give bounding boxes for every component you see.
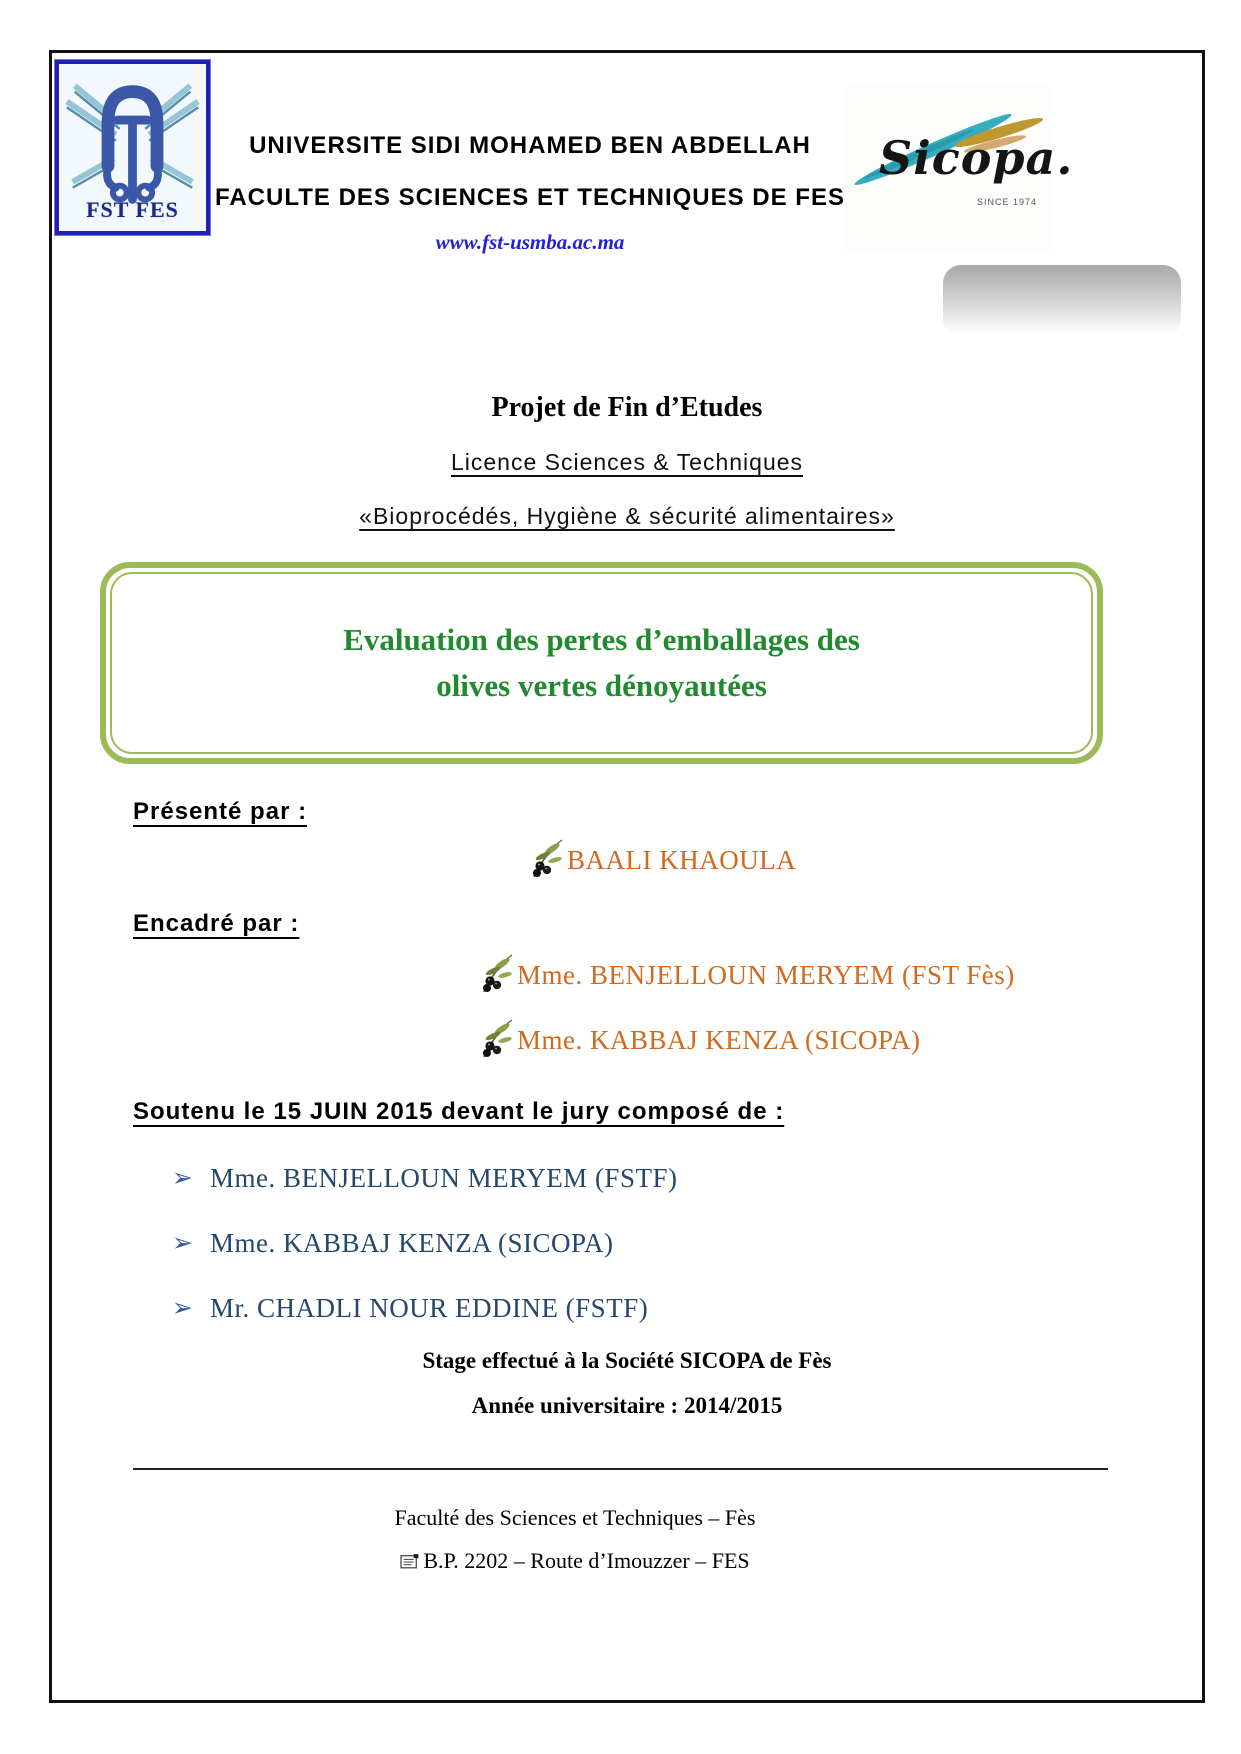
footer-faculty: Faculté des Sciences et Techniques – Fès <box>394 1505 756 1530</box>
title-box <box>100 562 1103 764</box>
supervisor-row <box>478 960 1015 994</box>
academic-year: Année universitaire : 2014/2015 <box>471 1393 783 1418</box>
sicopa-wordmark: Sicopa. <box>879 131 1074 185</box>
arrow-bullet-icon: ➢ <box>172 1164 193 1192</box>
supervisor-name: Mme. KABBAJ KENZA (SICOPA) <box>517 1025 921 1055</box>
arrow-bullet-icon: ➢ <box>172 1294 193 1322</box>
olive-branch-icon <box>478 1019 514 1059</box>
report-title-line1: Evaluation des pertes d’emballages des <box>343 622 860 657</box>
footer-divider <box>133 1468 1108 1470</box>
sicopa-logo <box>845 85 1074 253</box>
jury-row <box>172 1228 614 1259</box>
jury-member-name: Mme. BENJELLOUN MERYEM (FSTF) <box>209 1163 678 1193</box>
supervisor-row <box>478 1025 921 1059</box>
supervisor-name: Mme. BENJELLOUN MERYEM (FST Fès) <box>517 960 1015 990</box>
project-degree: Licence Sciences & Techniques <box>450 449 804 475</box>
mail-document-icon <box>400 1553 421 1570</box>
faculty-name: FACULTE DES SCIENCES ET TECHNIQUES DE FES <box>215 184 845 211</box>
university-name: UNIVERSITE SIDI MOHAMED BEN ABDELLAH <box>249 132 811 159</box>
footer-address: B.P. 2202 – Route d’Imouzzer – FES <box>423 1548 750 1573</box>
arrow-bullet-icon: ➢ <box>172 1229 193 1257</box>
defense-label: Soutenu le 15 JUIN 2015 devant le jury composé de : <box>133 1098 785 1125</box>
sicopa-since-text: SINCE 1974 <box>977 197 1038 207</box>
jury-member-name: Mr. CHADLI NOUR EDDINE (FSTF) <box>209 1293 649 1323</box>
title-box-inner <box>110 572 1093 754</box>
olive-branch-icon <box>478 954 514 994</box>
jury-member-name: Mme. KABBAJ KENZA (SICOPA) <box>209 1228 614 1258</box>
jury-row <box>172 1163 677 1194</box>
author-name: BAALI KHAOULA <box>567 845 797 875</box>
report-title <box>343 617 860 709</box>
header-block <box>150 132 910 255</box>
website-link[interactable]: www.fst-usmba.ac.ma <box>435 230 625 254</box>
supervised-by-label: Encadré par : <box>133 910 300 937</box>
gray-rounded-shape <box>943 265 1181 337</box>
project-type: Projet de Fin d’Etudes <box>491 392 763 423</box>
project-speciality: «Bioprocédés, Hygiène & sécurité alimentaires» <box>359 503 895 529</box>
jury-row <box>172 1293 648 1324</box>
olive-branch-icon <box>528 839 564 879</box>
project-block <box>49 392 1205 530</box>
internship-location: Stage effectué à la Société SICOPA de Fès <box>422 1348 832 1373</box>
presented-by-label: Présenté par : <box>133 798 308 825</box>
fst-logo-label: FST FES <box>86 197 179 222</box>
footer-address-row <box>0 1548 1150 1575</box>
report-title-line2: olives vertes dénoyautées <box>436 668 767 703</box>
author-row <box>528 845 796 879</box>
